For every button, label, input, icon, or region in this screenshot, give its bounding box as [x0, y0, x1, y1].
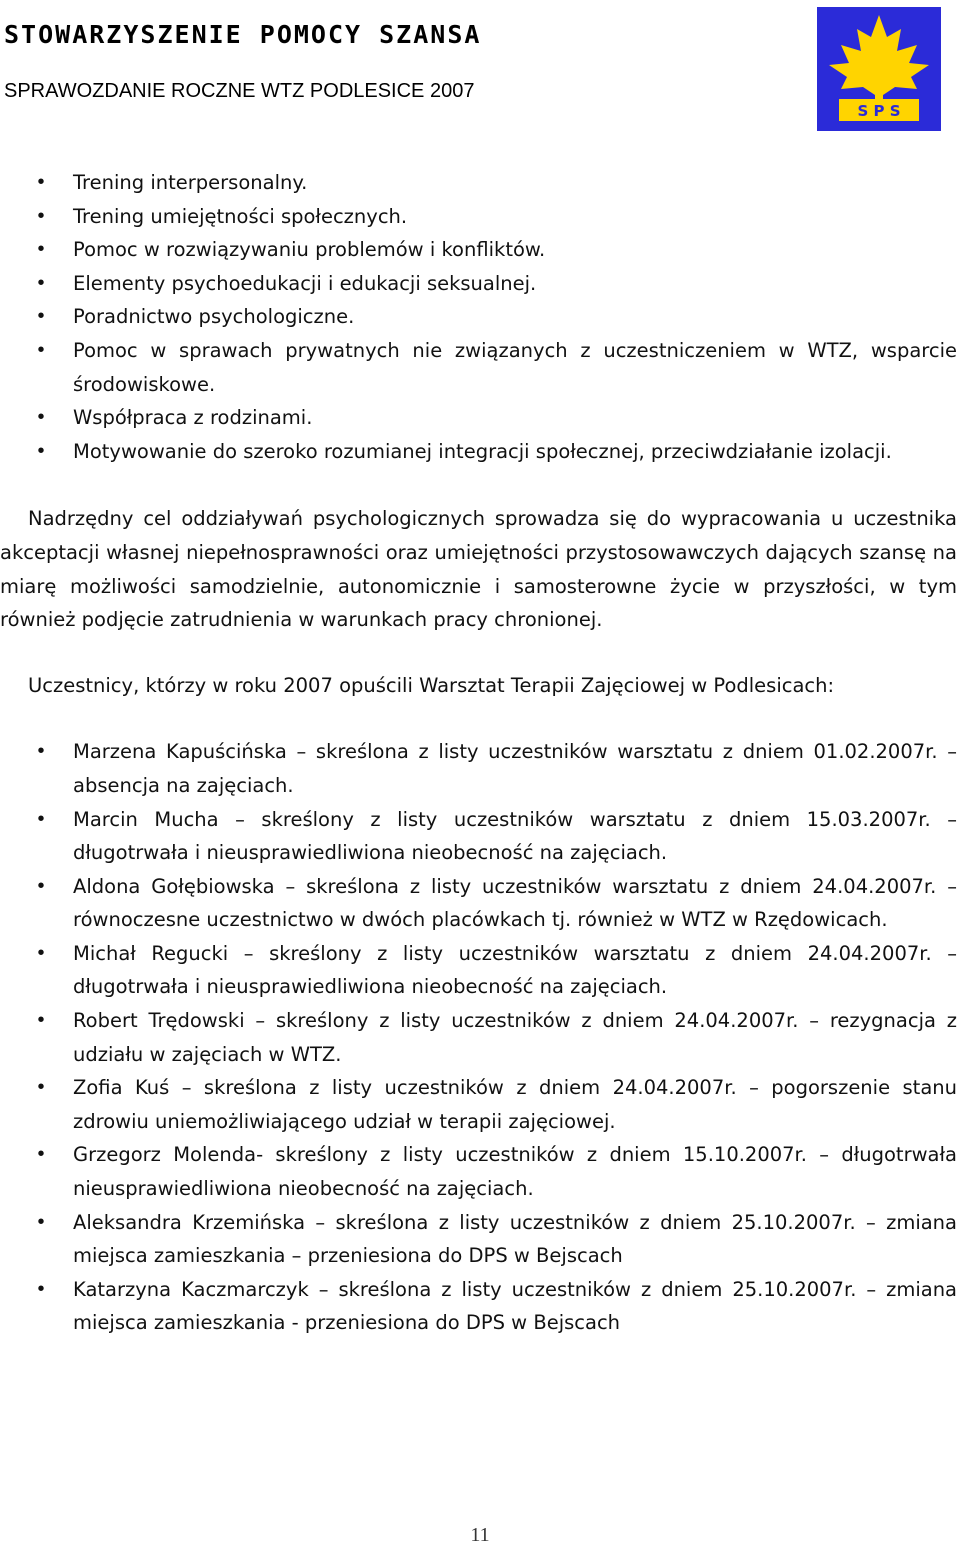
bullet-icon: •: [37, 1076, 45, 1099]
list-item: • Pomoc w rozwiązywaniu problemów i konfliktów.: [0, 233, 957, 267]
list-item: • Aldona Gołębiowska – skreślona z listy uczestników warsztatu z dniem 24.04.2007r. – równoczesne uczestnictwo w dwóch placówkach tj. również w WTZ w Rzędowicach.: [0, 870, 957, 937]
goal-paragraph: Nadrzędny cel oddziaływań psychologicznych sprowadza się do wypracowania u uczestnika akceptacji własnej niepełnosprawności oraz umiejętności przystosowawczych dających szansę na miarę możliwości samodzielnie, autonomicznie i samosterowne życie w przyszłości, w tym również podjęcie zatrudnienia w warunkach pracy chronionej.: [0, 507, 957, 632]
departed-intro: Uczestnicy, którzy w roku 2007 opuścili Warsztat Terapii Zajęciowej w Podlesicach:: [28, 673, 835, 697]
list-item: • Marzena Kapuścińska – skreślona z listy uczestników warsztatu z dniem 01.02.2007r. – absencja na zajęciach.: [0, 735, 957, 802]
list-item: • Michał Regucki – skreślony z listy uczestników warsztatu z dniem 24.04.2007r. – długotrwała i nieusprawiedliwiona nieobecność na zajęciach.: [0, 937, 957, 1004]
bullet-icon: •: [37, 1277, 45, 1300]
sps-logo: [817, 7, 941, 131]
bullet-icon: •: [37, 338, 45, 361]
list-item: • Elementy psychoedukacji i edukacji seksualnej.: [0, 267, 957, 301]
bullet-icon: •: [37, 171, 45, 193]
list-item: • Katarzyna Kaczmarczyk – skreślona z listy uczestników z dniem 25.10.2007r. – zmiana miejsca zamieszkania - przeniesiona do DPS w Bejscach: [0, 1273, 957, 1340]
bullet-icon: •: [37, 204, 45, 227]
page-content: [0, 166, 957, 1340]
list-item: • Motywowanie do szeroko rozumianej integracji społecznej, przeciwdziałanie izolacji.: [0, 435, 957, 469]
activities-list: [0, 166, 957, 468]
list-item: • Grzegorz Molenda- skreślony z listy uczestników z dniem 15.10.2007r. – długotrwała nieusprawiedliwiona nieobecność na zajęciach.: [0, 1138, 957, 1205]
bullet-icon: •: [37, 1143, 45, 1166]
bullet-icon: •: [37, 1210, 45, 1233]
report-title: SPRAWOZDANIE ROCZNE WTZ PODLESICE 2007: [4, 80, 475, 102]
bullet-icon: •: [37, 238, 45, 261]
bullet-icon: •: [37, 439, 45, 462]
list-item: • Zofia Kuś – skreślona z listy uczestników z dniem 24.04.2007r. – pogorszenie stanu zdrowiu uniemożliwiającego udział w terapii zajęciowej.: [0, 1071, 957, 1138]
organization-name: STOWARZYSZENIE POMOCY SZANSA: [4, 20, 482, 49]
bullet-icon: •: [37, 406, 45, 429]
bullet-icon: •: [37, 305, 45, 328]
list-item: • Robert Trędowski – skreślony z listy uczestników z dniem 24.04.2007r. – rezygnacja z udziału w zajęciach w WTZ.: [0, 1004, 957, 1071]
page-header: [0, 0, 960, 140]
list-item: • Pomoc w sprawach prywatnych nie związanych z uczestniczeniem w WTZ, wsparcie środowiskowe.: [0, 334, 957, 401]
logo-text: S P S: [857, 102, 901, 120]
bullet-icon: •: [37, 874, 45, 897]
list-item: • Poradnictwo psychologiczne.: [0, 300, 957, 334]
page-number: 11: [470, 1524, 490, 1546]
bullet-icon: •: [37, 807, 45, 830]
bullet-icon: •: [37, 740, 45, 763]
bullet-icon: •: [37, 271, 45, 294]
list-item: • Trening umiejętności społecznych.: [0, 200, 957, 234]
bullet-icon: •: [37, 941, 45, 964]
bullet-icon: •: [37, 1009, 45, 1032]
departed-participants-list: [0, 735, 957, 1340]
list-item: • Aleksandra Krzemińska – skreślona z listy uczestników z dniem 25.10.2007r. – zmiana miejsca zamieszkania – przeniesiona do DPS w Bejscach: [0, 1206, 957, 1273]
list-item: • Współpraca z rodzinami.: [0, 401, 957, 435]
list-item: • Trening interpersonalny.: [0, 166, 957, 200]
list-item: • Marcin Mucha – skreślony z listy uczestników warsztatu z dniem 15.03.2007r. – długotrwała i nieusprawiedliwiona nieobecność na zajęciach.: [0, 803, 957, 870]
